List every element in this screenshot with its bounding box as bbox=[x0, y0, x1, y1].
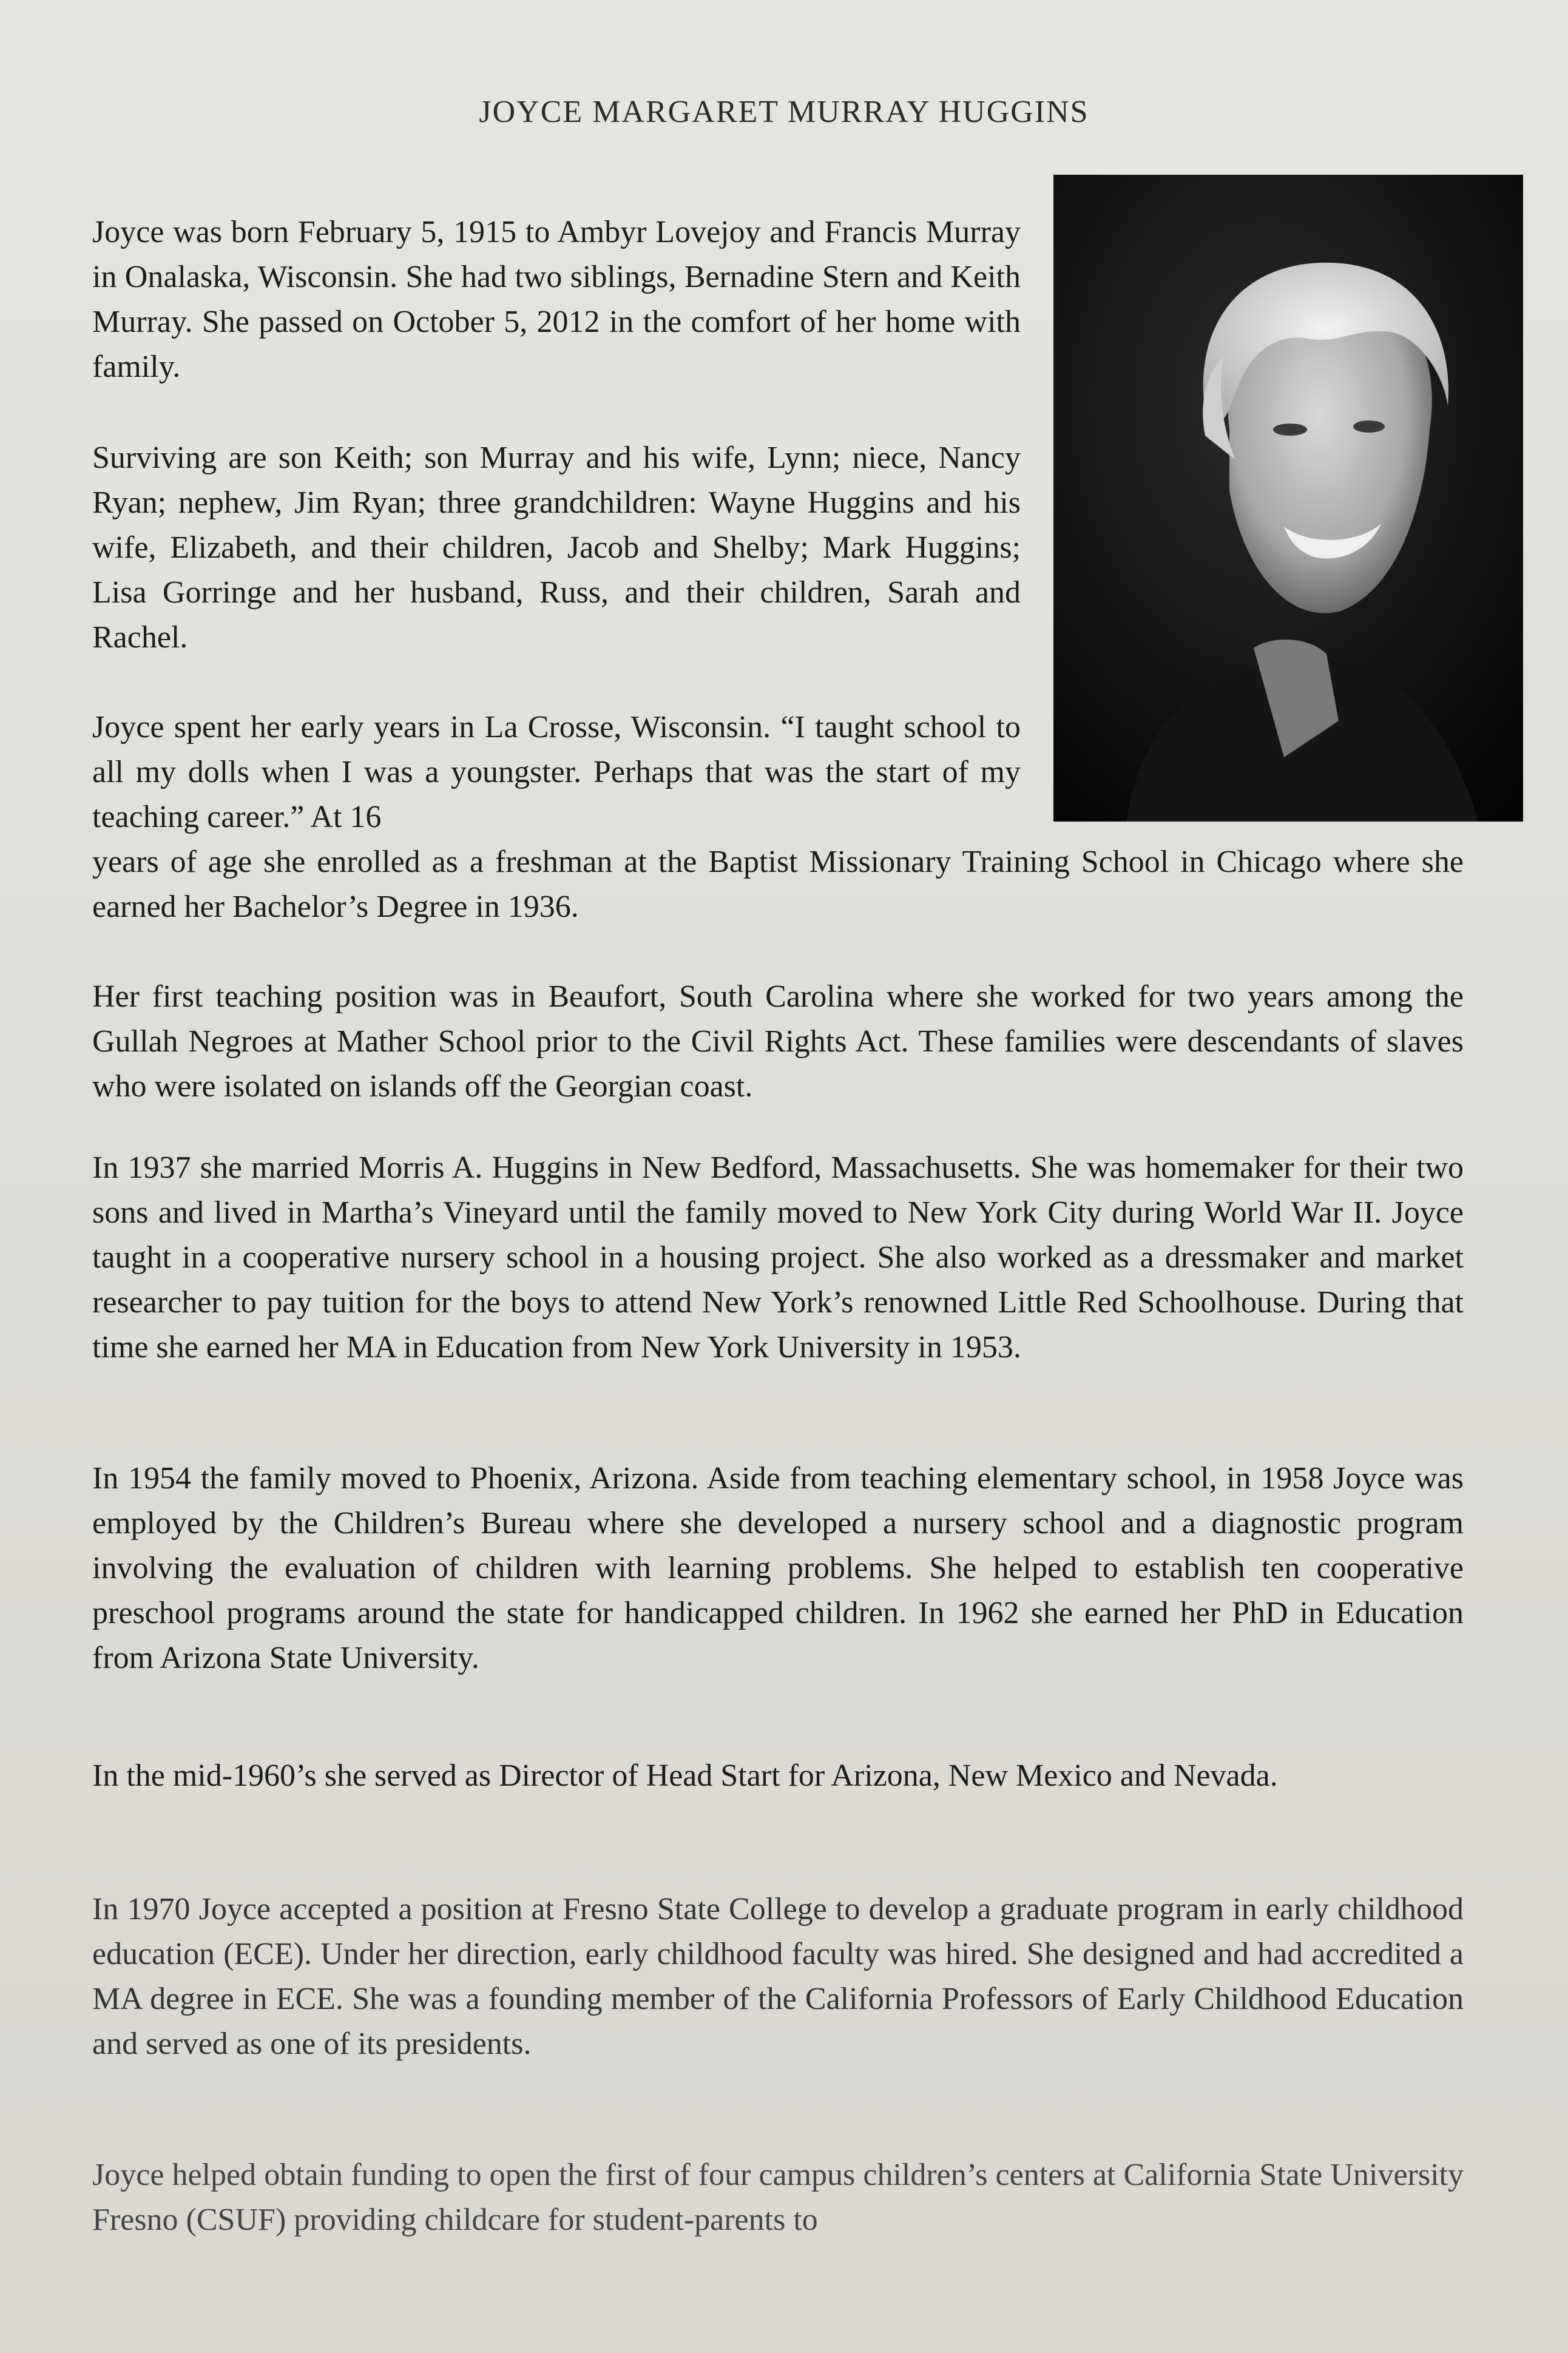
paragraph-birth: Joyce was born February 5, 1915 to Ambyr Lovejoy and Francis Murray in Onalaska, Wisconsin. She had two siblings, Bernadine Stern and Keith Murray. She passed on October 5, 2012 in the comfort of her home with family. bbox=[92, 215, 1021, 384]
paragraph-fresno-state: In 1970 Joyce accepted a position at Fresno State College to develop a graduate program in early childhood education (ECE). Under her direction, early childhood faculty was hired. She designed and had accredited a MA degree in ECE. She was a founding member of the California Professors of Early Childhood Education and served as one of its presidents. bbox=[92, 1892, 1464, 2061]
portrait-photo bbox=[1053, 175, 1523, 822]
paragraph-survivors: Surviving are son Keith; son Murray and his wife, Lynn; niece, Nancy Ryan; nephew, Jim Ryan; three grandchildren: Wayne Huggins and his wife, Elizabeth, and their children, Jacob and Shelby; Mark Huggins; Lisa Gorringe and her husband, Russ, and their children, Sarah and Rachel. bbox=[92, 441, 1021, 655]
paragraph-marriage: In 1937 she married Morris A. Huggins in New Bedford, Massachusetts. She was homemaker for their two sons and lived in Martha’s Vineyard until the family moved to New York City during World War II. Joyce taught in a cooperative nursery school in a housing project. She also worked as a dressmaker and market researcher to pay tuition for the boys to attend New York’s renowned Little Red Schoolhouse. During that time she earned her MA in Education from New York University in 1953. bbox=[92, 1150, 1464, 1365]
paragraph-education: years of age she enrolled as a freshman at the Baptist Missionary Training School in Chicago where she earned her Bachelor’s Degree in 1936. bbox=[92, 845, 1464, 924]
paragraph-childrens-centers: Joyce helped obtain funding to open the first of four campus children’s centers at California State University Fresno (CSUF) providing childcare for student-parents to bbox=[92, 2158, 1464, 2237]
page-title: JOYCE MARGARET MURRAY HUGGINS bbox=[479, 95, 1089, 129]
paragraph-phoenix: In 1954 the family moved to Phoenix, Arizona. Aside from teaching elementary school, in 1958 Joyce was employed by the Children’s Bureau where she developed a nursery school and a diagnostic program involving the evaluation of children with learning problems. She helped to establish ten cooperative preschool programs around the state for handicapped children. In 1962 she earned her PhD in Education from Arizona State University. bbox=[92, 1461, 1464, 1675]
paragraph-early-years: Joyce spent her early years in La Crosse, Wisconsin. “I taught school to all my dolls when I was a youngster. Perhaps that was the start of my teaching career.” At 16 bbox=[92, 710, 1021, 834]
paragraph-first-teaching: Her first teaching position was in Beaufort, South Carolina where she worked for two years among the Gullah Negroes at Mather School prior to the Civil Rights Act. These families were descendants of slaves who were isolated on islands off the Georgian coast. bbox=[92, 979, 1464, 1104]
paragraph-head-start: In the mid-1960’s she served as Director of Head Start for Arizona, New Mexico and Nevada. bbox=[92, 1758, 1278, 1793]
